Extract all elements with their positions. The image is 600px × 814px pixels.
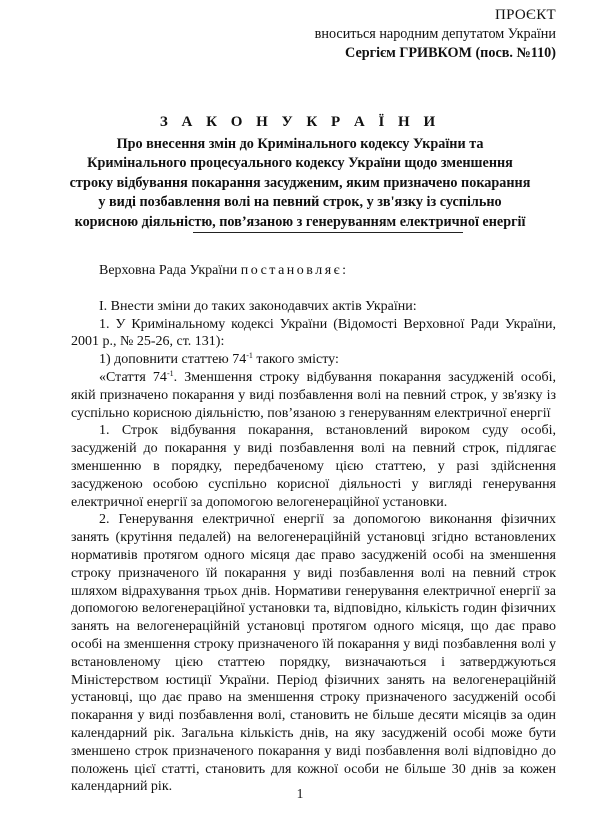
rada-lead-text: Верховна Рада України (99, 263, 241, 278)
law-heading: З А К О Н У К Р А Ї Н И (159, 114, 441, 130)
document-body (71, 262, 556, 796)
page-number: 1 (296, 786, 304, 801)
subitem-1-text-a: 1) доповнити статтею 74 (99, 352, 247, 368)
section-1-paragraph: І. Внести зміни до таких законодавчих актів України: (99, 298, 417, 314)
draft-label: ПРОЄКТ (494, 7, 556, 23)
submitted-by-line: вноситься народним депутатом України (314, 26, 556, 42)
subitem-1-superscript: -1 (246, 351, 253, 361)
subitem-1-paragraph (71, 351, 556, 369)
article-heading-paragraph (71, 369, 556, 422)
subitem-1-text-b: такого змісту: (252, 352, 339, 368)
author-line: Сергієм ГРИВКОМ (посв. №110) (345, 45, 556, 61)
title-underline (193, 232, 463, 233)
rada-decree-line (71, 262, 556, 280)
draft-header (315, 6, 556, 63)
law-title-block (60, 113, 540, 232)
law-subtitle: Про внесення змін до Кримінального кодексу України та Кримінального процесуального кодексу України щодо зменшення строку відбування покарання засудженим, яким призначено покарання у виді позбавлення волі на певний строк, у зв'язку із суспільно корисною діяльністю, пов’язаною з генеруванням електричної енергії (69, 135, 531, 230)
article-heading-b: . Зменшення строку відбування покарання засудженій особі, якій призначено покарання у виді позбавлення волі на певний строк, у зв'язку із суспільно корисною діяльністю, пов’язаною з генеруванням електричної енергії (71, 369, 556, 421)
article-superscript: -1 (166, 368, 174, 378)
article-part-1: 1. Строк відбування покарання, встановлений вироком суду особі, засудженій до покарання у виді позбавлення волі на певний строк, підлягає зменшенню в порядку, передбаченому цією статтею, у разі здійснення засудженою особою суспільно корисної діяльності у вигляді генерування електричної енергії за допомогою велогенераційної установки. (71, 423, 556, 510)
item-1-paragraph: 1. У Кримінальному кодексі України (Відомості Верховної Ради України, 2001 р., № 25-26, ст. 131): (71, 316, 556, 350)
article-part-2: 2. Генерування електричної енергії за допомогою виконання фізичних занять (крутіння педалей) на велогенераційній установці згідно встановлених нормативів протягом одного місяця дає право засудженій особі на зменшення строку призначеного їй покарання у виді позбавлення волі на певний строк шляхом відрахування трьох днів. Нормативи генерування електричної енергії за допомогою велогенераційної установки та, відповідно, кількість годин фізичних занять на велогенераційній установці протягом одного місяця, що дає право особі на зменшення строку призначеного їй покарання у виді позбавлення волі у встановленому цією статтею порядку, визначаються і затверджуються Міністерством юстиції України. Період фізичних занять на велогенераційній установці, що дає право на зменшення строку призначеного засудженій особі покарання у виді позбавлення волі, становить не більше десяти місяців за один календарний рік. Загальна кількість днів, на яку засудженій особі може бути зменшено строк призначеного покарання у виді позбавлення волі відповідно до положень цієї статті, становить для кожної особи не більше 30 днів за кожен календарний рік. (71, 512, 556, 795)
article-heading-a: «Стаття 74 (99, 369, 167, 385)
rada-spaced-text: постановляє: (240, 263, 349, 278)
